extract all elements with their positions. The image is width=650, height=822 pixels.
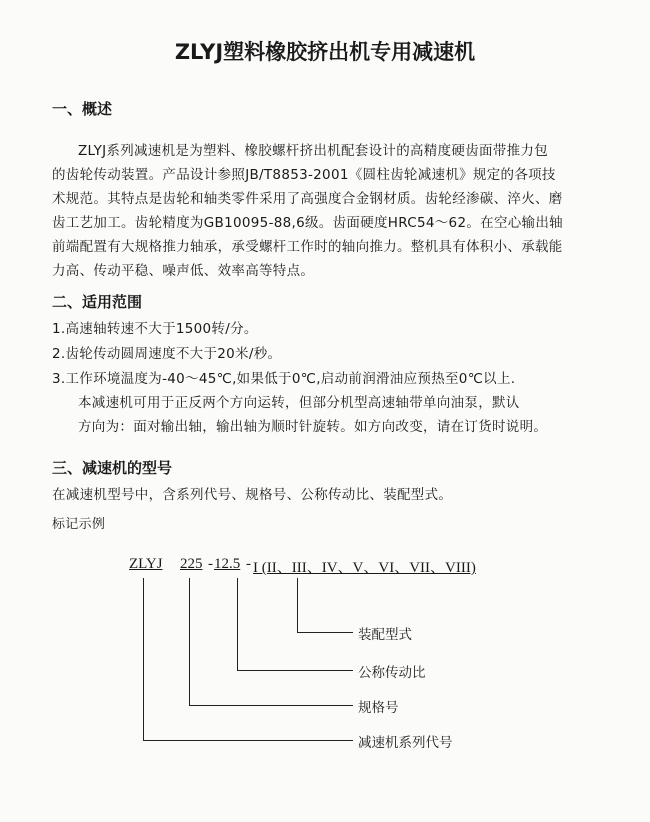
paragraph-line: ZLYJ系列减速机是为塑料、橡胶螺杆挤出机配套设计的高精度硬齿面带推力包	[78, 143, 549, 159]
paragraph-line: 前端配置有大规格推力轴承，承受螺杆工作时的轴向推力。整机具有体积小、承载能	[52, 239, 563, 255]
page-title: ZLYJ塑料橡胶挤出机专用减速机	[174, 40, 476, 64]
separator: -	[246, 556, 251, 572]
connector-line	[297, 632, 353, 633]
paragraph-line: 术规范。其特点是齿轮和轴类零件采用了高强度合金钢材质。齿轮经渗碳、淬火、磨	[52, 191, 563, 207]
paragraph-line: 方向为：面对输出轴，输出轴为顺时针旋转。如方向改变，请在订货时说明。	[78, 419, 548, 435]
series-code: ZLYJ	[129, 556, 163, 572]
label-series: 减速机系列代号	[358, 735, 453, 751]
label-ratio: 公称传动比	[358, 665, 426, 681]
paragraph-line: 本减速机可用于正反两个方向运转，但部分机型高速轴带单向油泵，默认	[78, 395, 520, 411]
section1-heading: 一、概述	[52, 100, 113, 118]
section3-heading: 三、减速机的型号	[52, 459, 173, 477]
list-item: 2.齿轮传动圆周速度不大于20米/秒。	[52, 346, 282, 362]
connector-line	[237, 670, 353, 671]
connector-line	[143, 740, 353, 741]
connector-line	[297, 578, 298, 633]
paragraph-line: 的齿轮传动装置。产品设计参照JB/T8853-2001《圆柱齿轮减速机》规定的各项技	[52, 167, 556, 183]
paragraph-line: 齿工艺加工。齿轮精度为GB10095-88,6级。齿面硬度HRC54～62。在空心输出轴	[52, 215, 563, 231]
example-label: 标记示例	[52, 517, 106, 532]
assembly-code: I (II、III、IV、V、VI、VII、VIII)	[253, 560, 476, 576]
list-item: 1.高速轴转速不大于1500转/分。	[52, 321, 258, 337]
connector-line	[189, 578, 190, 706]
connector-line	[143, 578, 144, 741]
separator: -	[208, 556, 213, 572]
size-code: 225	[180, 556, 203, 572]
label-assembly: 装配型式	[358, 627, 412, 643]
ratio-code: 12.5	[214, 556, 241, 572]
label-size: 规格号	[358, 700, 399, 716]
list-item: 3.工作环境温度为-40～45℃,如果低于0℃,启动前润滑油应预热至0℃以上.	[52, 371, 516, 387]
paragraph-line: 力高、传动平稳、噪声低、效率高等特点。	[52, 263, 315, 279]
connector-line	[237, 578, 238, 671]
paragraph-line: 在减速机型号中，含系列代号、规格号、公称传动比、装配型式。	[52, 487, 453, 503]
section2-heading: 二、适用范围	[52, 293, 143, 311]
connector-line	[189, 705, 353, 706]
